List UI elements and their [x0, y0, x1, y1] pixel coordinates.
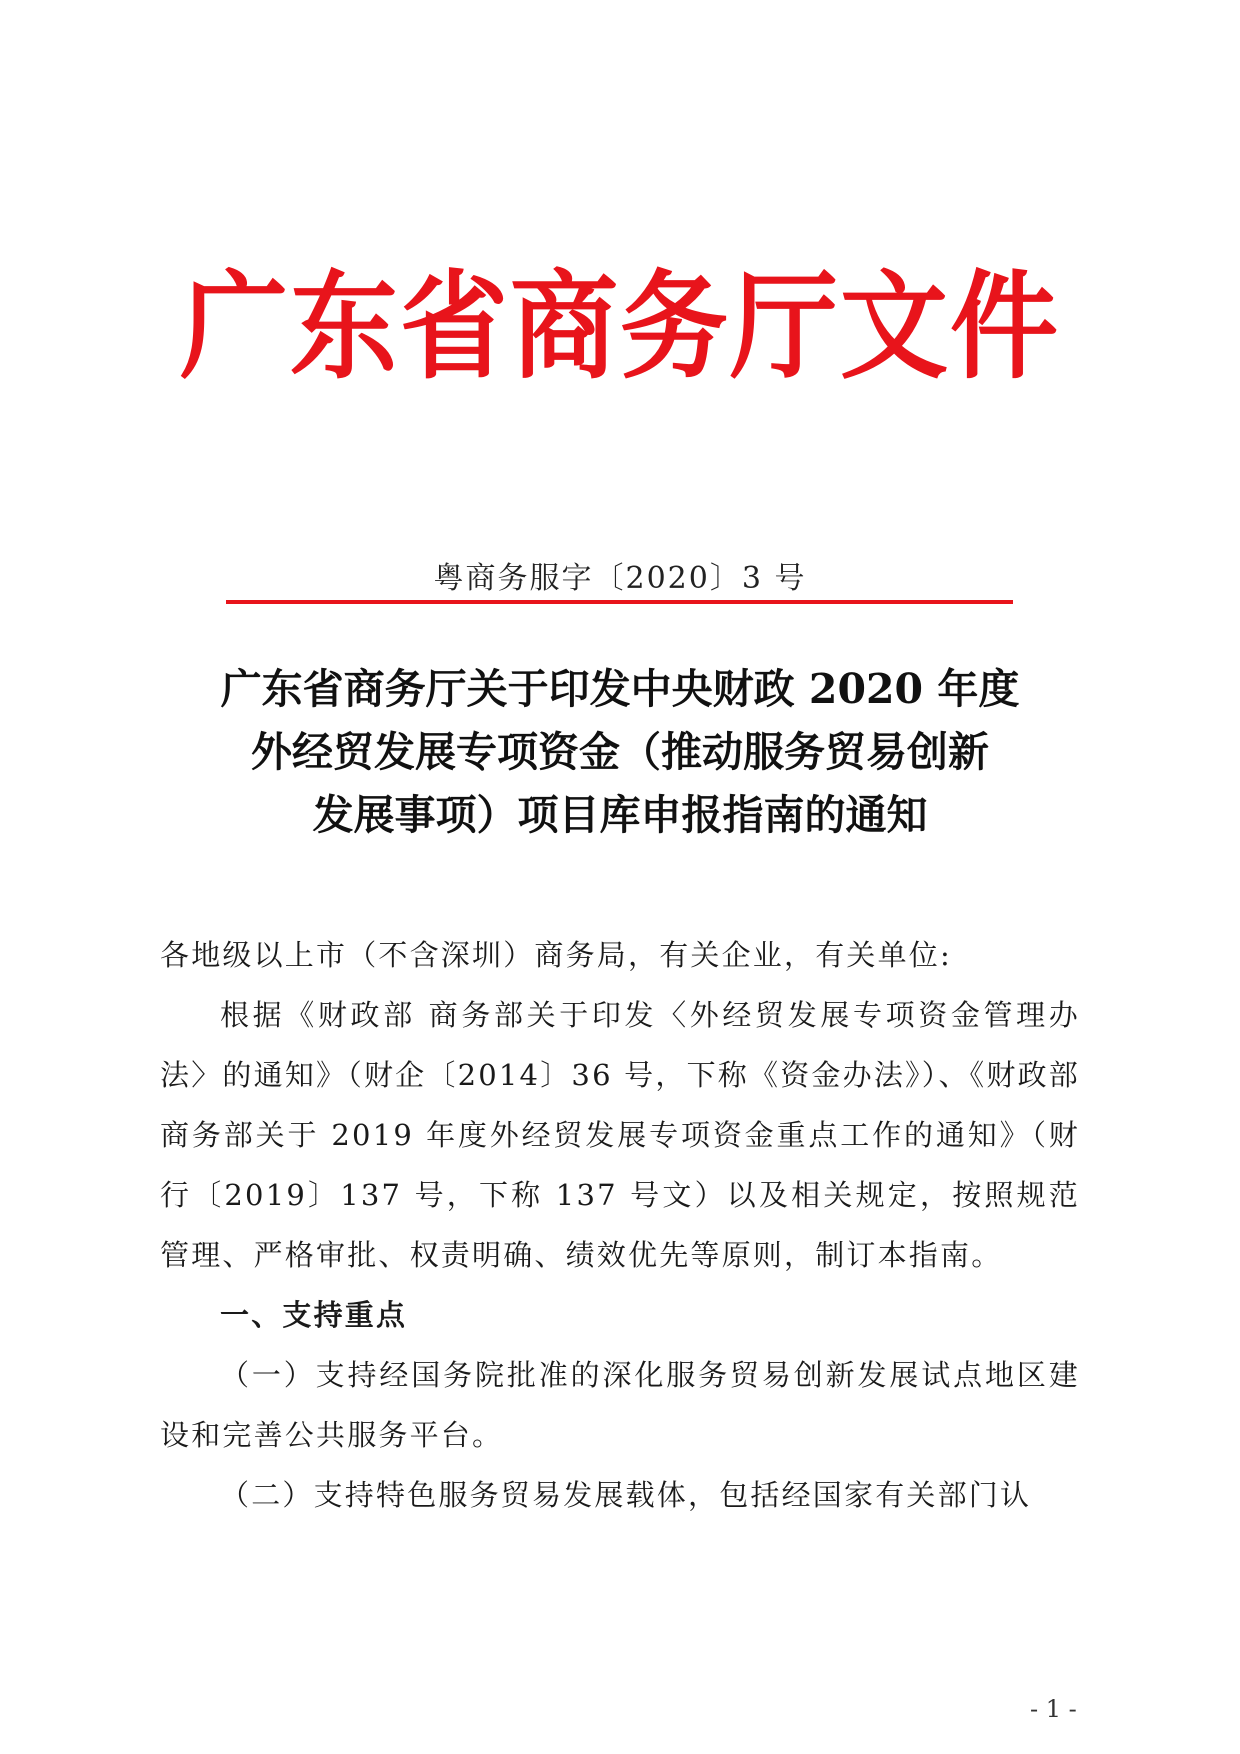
title-line-2: 外经贸发展专项资金（推动服务贸易创新	[251, 728, 989, 776]
addressee-line: 各地级以上市（不含深圳）商务局，有关企业，有关单位:	[160, 938, 952, 972]
page-number: - 1 -	[1030, 1695, 1077, 1723]
section-heading: 一、支持重点	[220, 1298, 408, 1332]
document-number: 粤商务服字〔2020〕3 号	[433, 561, 807, 596]
support-item-1: （一）支持经国务院批准的深化服务贸易创新发展试点地区建设和完善公共服务平台。	[160, 1358, 1080, 1452]
title-line-1: 广东省商务厅关于印发中央财政 2020 年度	[220, 665, 1020, 713]
red-separator-line	[226, 600, 1013, 604]
document-body	[160, 925, 1080, 1525]
document-title	[150, 658, 1090, 847]
title-line-3: 发展事项）项目库申报指南的通知	[312, 791, 928, 839]
intro-paragraph: 根据《财政部 商务部关于印发〈外经贸发展专项资金管理办法〉的通知》（财企〔2014〕36 号，下称《资金办法》）、《财政部 商务部关于 2019 年度外经贸发展专项资金重点工作的通知》（财行〔2019〕137 号，下称 137 号文）以及相关规定，按照规范管理、严格审批、权责明确、绩效优先等原则，制订本指南。	[160, 998, 1080, 1272]
support-item-2: （二）支持特色服务贸易发展载体，包括经国家有关部门认	[220, 1478, 1032, 1512]
masthead-title: 广东省商务厅文件	[179, 258, 1060, 396]
